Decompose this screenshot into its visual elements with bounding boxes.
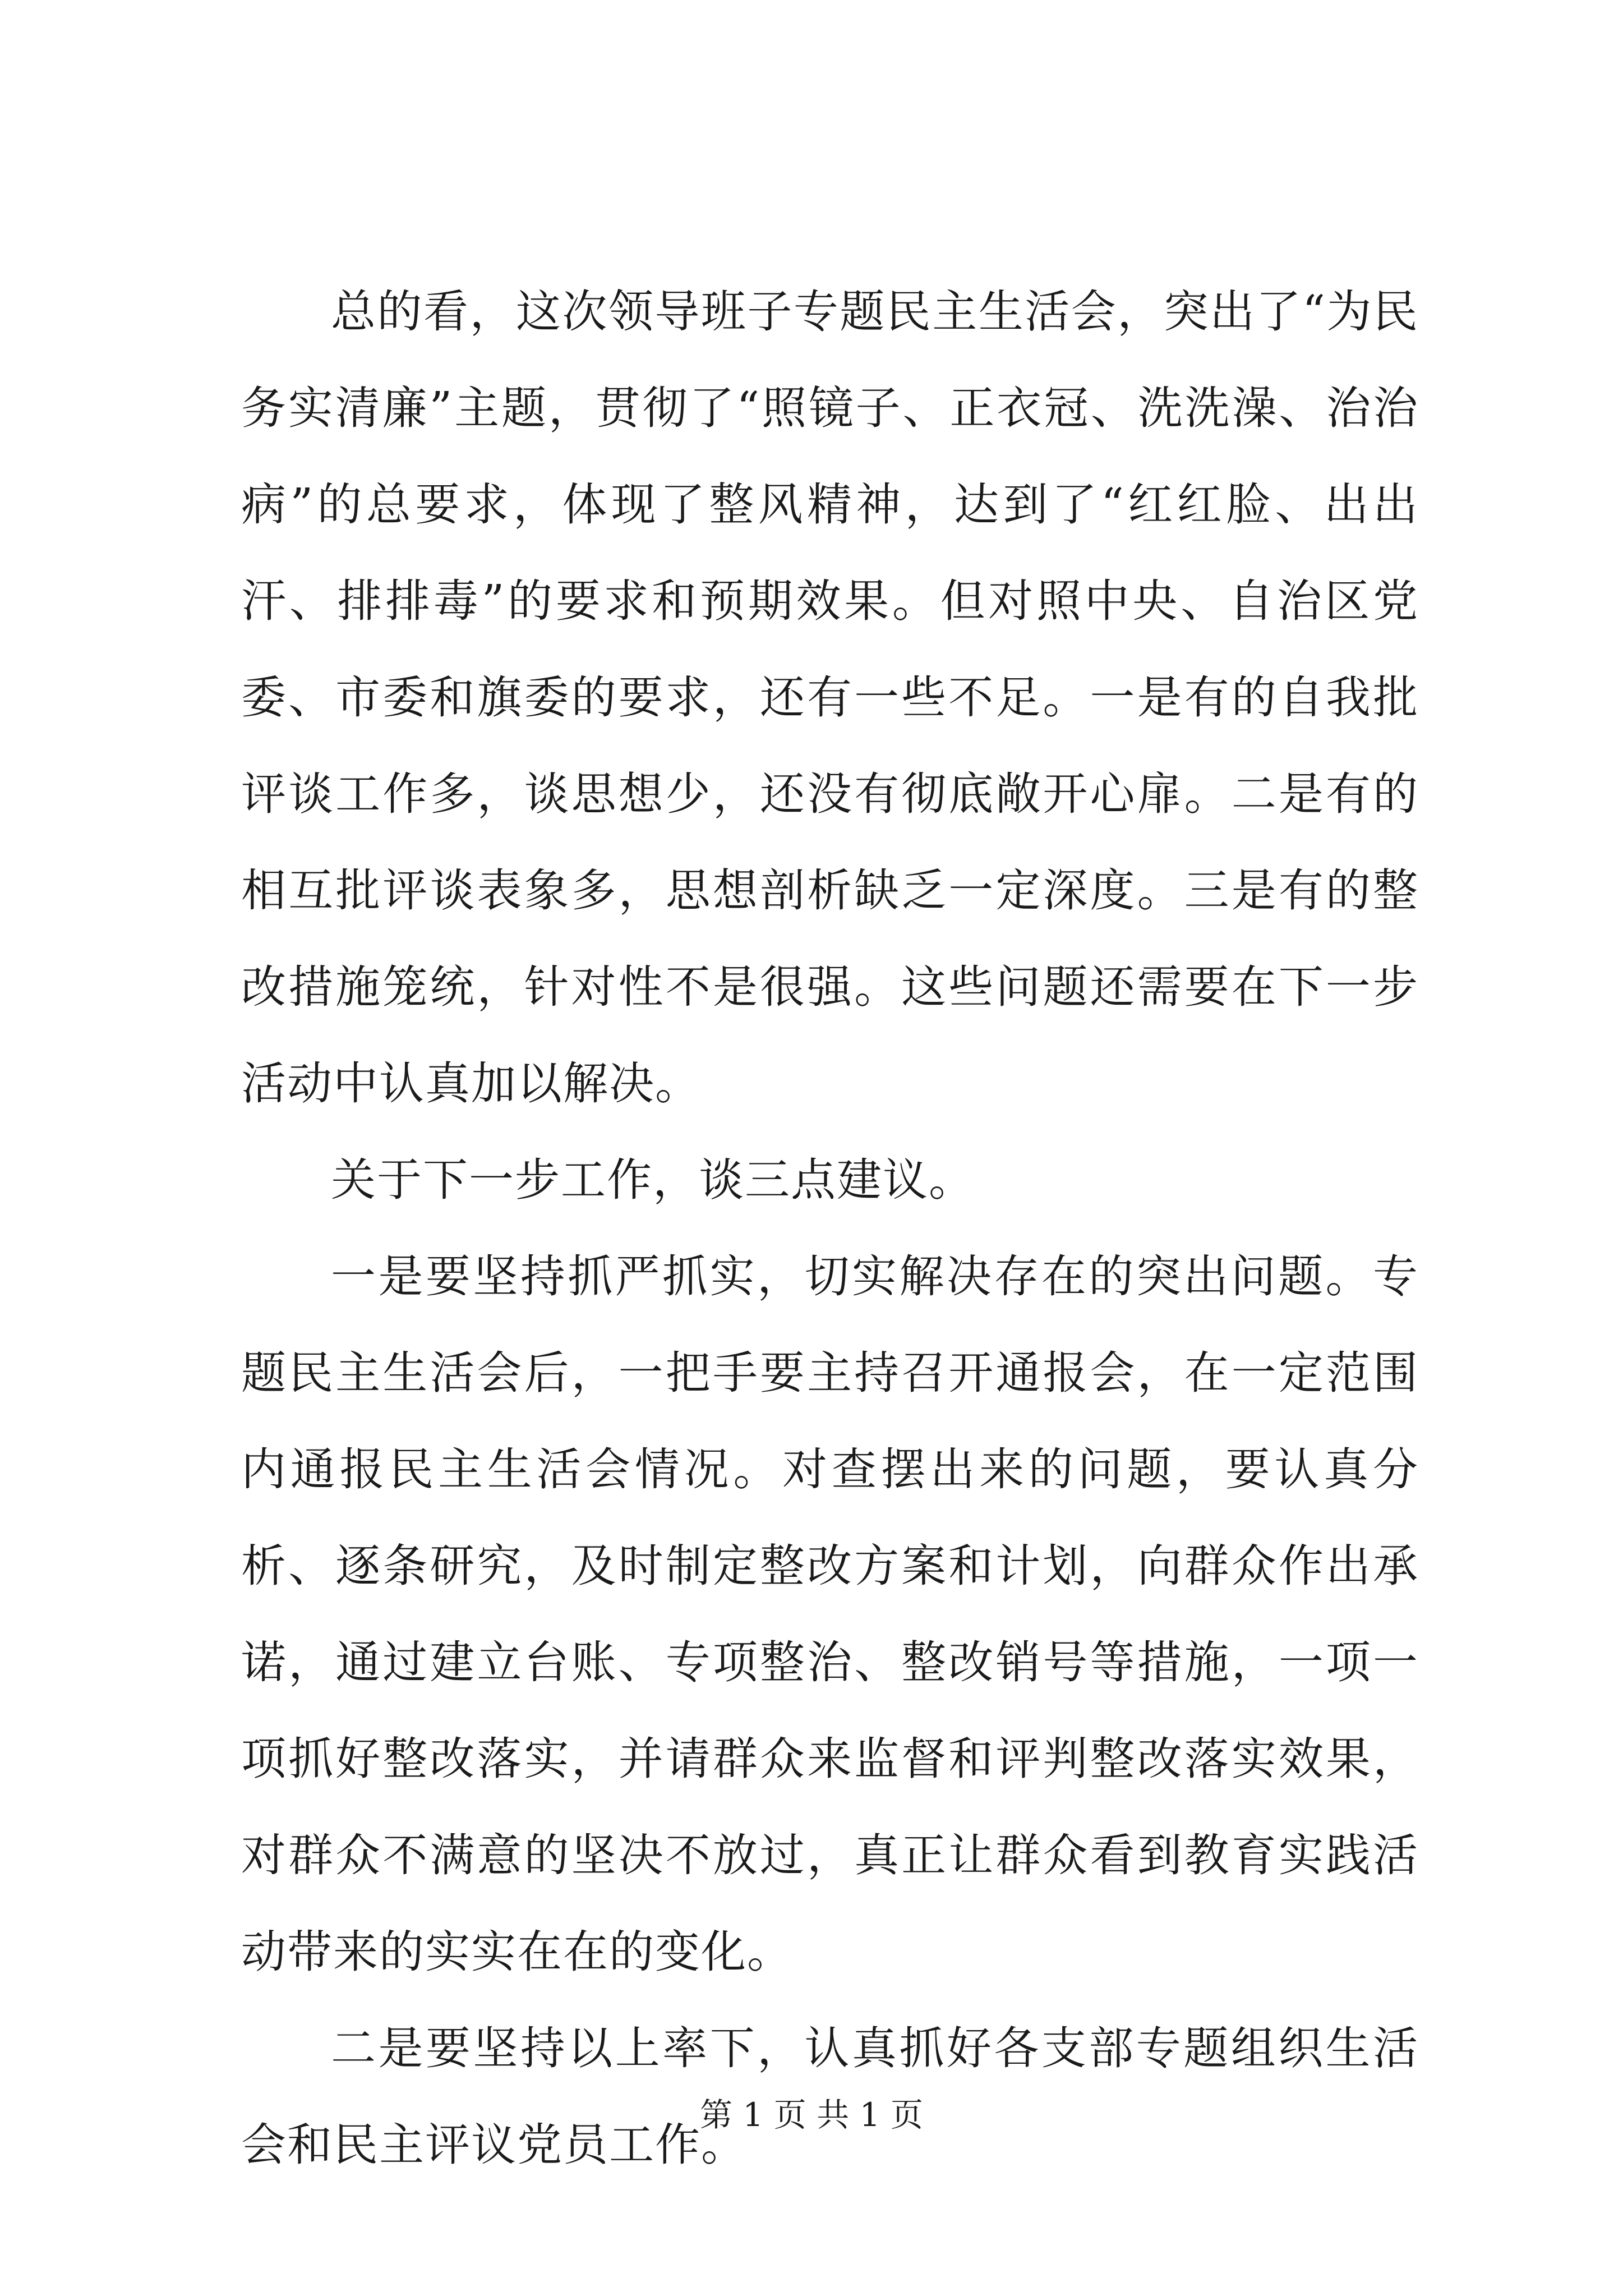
paragraph-summary: 总的看，这次领导班子专题民主生活会，突出了“为民务实清廉”主题，贯彻了“照镜子、正衣冠、洗洗澡、治治病”的总要求，体现了整风精神，达到了“红红脸、出出汗、排排毒”的要求和预期效果。但对照中央、自治区党委、市委和旗委的要求，还有一些不足。一是有的自我批评谈工作多，谈思想少，还没有彻底敞开心扉。二是有的相互批评谈表象多，思想剖析缺乏一定深度。三是有的整改措施笼统，针对性不是很强。这些问题还需要在下一步活动中认真加以解决。 [241, 286, 1419, 1110]
page-number-footer: 第 1 页 共 1 页 [700, 2096, 923, 2134]
paragraph-suggestions-intro: 关于下一步工作，谈三点建议。 [331, 1154, 975, 1206]
document-body [241, 264, 1419, 2193]
paragraph-suggestion-two: 二是要坚持以上率下，认真抓好各支部专题组织生活会和民主评议党员工作。 [241, 2022, 1419, 2171]
paragraph-suggestion-one: 一是要坚持抓严抓实，切实解决存在的突出问题。专题民主生活会后，一把手要主持召开通报会，在一定范围内通报民主生活会情况。对查摆出来的问题，要认真分析、逐条研究，及时制定整改方案和计划，向群众作出承诺，通过建立台账、专项整治、整改销号等措施，一项一项抓好整改落实，并请群众来监督和评判整改落实效果，对群众不满意的坚决不放过，真正让群众看到教育实践活动带来的实实在在的变化。 [241, 1250, 1419, 1978]
